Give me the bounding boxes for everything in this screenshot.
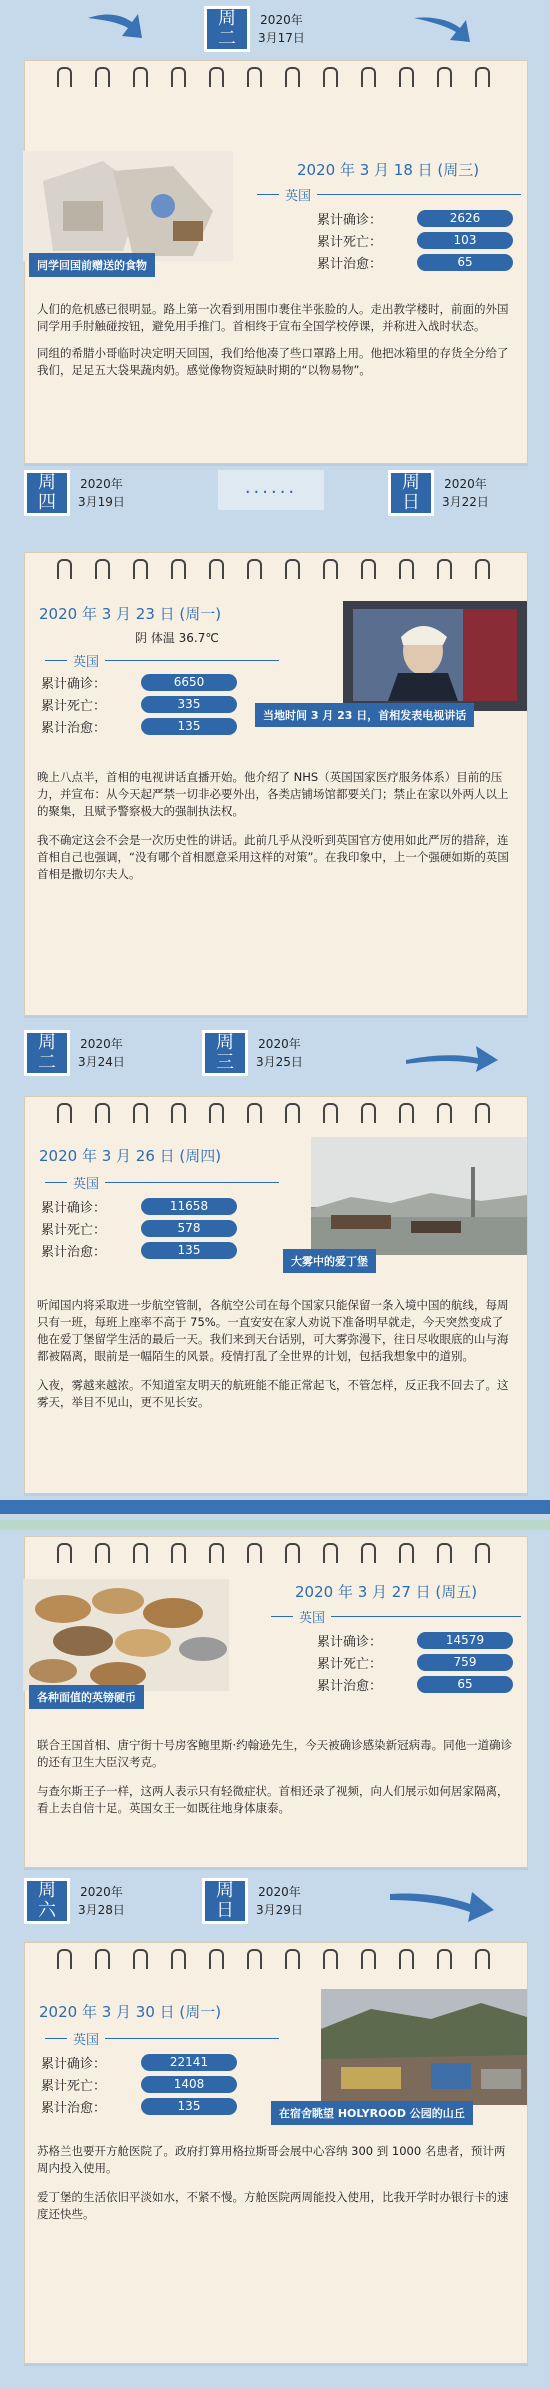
weekday-box: 周 四 — [24, 470, 70, 516]
country-name: 英国 — [73, 655, 100, 670]
stat-row-recovered — [41, 1239, 237, 1261]
stat-label: 累计治愈： — [317, 256, 383, 272]
year-text: 2020年 — [260, 13, 303, 27]
stat-value: 135 — [141, 718, 237, 735]
stat-value: 335 — [141, 696, 237, 713]
stat-label: 累计死亡： — [41, 698, 107, 714]
entry-body — [37, 769, 513, 883]
stat-value: 135 — [141, 2098, 237, 2115]
stats-list — [317, 1629, 513, 1695]
year-text: 2020年 — [258, 1037, 301, 1051]
stat-row-recovered — [41, 715, 237, 737]
stat-label: 累计死亡： — [317, 234, 383, 250]
country-label — [39, 1173, 279, 1192]
entry-date: 2020 年 3 月 23 日 (周一) — [39, 605, 222, 623]
stat-value: 22141 — [141, 2054, 237, 2071]
entry-body — [37, 301, 513, 379]
stats-list — [41, 2051, 237, 2117]
binder-rings — [25, 553, 527, 585]
date-text: 3月28日 — [78, 1903, 125, 1917]
stat-value: 11658 — [141, 1198, 237, 1215]
stats-list — [41, 1195, 237, 1261]
paragraph: 晚上八点半，首相的电视讲话直播开始。他介绍了 NHS（英国国家医疗服务体系）目前的压力，并宣布：从今天起严禁一切非必要外出，各类店铺场馆都要关门；禁止在家以外两人以上的聚集，且赋予警察极大的强制执法权。 — [37, 770, 509, 818]
entry-body — [37, 1737, 513, 1817]
day-date — [442, 475, 489, 511]
year-text: 2020年 — [80, 1037, 123, 1051]
coins-photo — [23, 1579, 229, 1691]
weekday-box: 周 日 — [202, 1878, 248, 1924]
paragraph: 人们的危机感已很明显。路上第一次看到用围巾裹住半张脸的人。走出教学楼时，前面的外国同学用手肘触碰按钮，避免用手推门。首相终于宣布全国学校停课，并称进入战时状态。 — [37, 302, 509, 333]
stat-label: 累计确诊： — [41, 2056, 107, 2072]
stat-row-deaths — [41, 693, 237, 715]
stat-row-confirmed — [317, 1629, 513, 1651]
paragraph: 同组的希腊小哥临时决定明天回国，我们给他凑了些口罩路上用。他把冰箱里的存货全分给了我们，足足五大袋果蔬肉奶。感觉像物资短缺时期的“以物易物”。 — [37, 346, 509, 377]
entry-date: 2020 年 3 月 26 日 (周四) — [39, 1147, 222, 1165]
binder-rings — [25, 1537, 527, 1569]
holyrood-park-photo — [321, 1989, 527, 2105]
stat-value: 14579 — [417, 1632, 513, 1649]
day-date — [258, 11, 305, 47]
stat-row-confirmed — [41, 1195, 237, 1217]
country-name: 英国 — [73, 1177, 100, 1192]
day-header-0317 — [204, 6, 305, 52]
stat-value: 759 — [417, 1654, 513, 1671]
stat-label: 累计确诊： — [41, 1200, 107, 1216]
stat-label: 累计治愈： — [317, 1678, 383, 1694]
diary-card-0326 — [24, 1096, 528, 1494]
day-header-0319 — [24, 470, 125, 516]
weekday-box: 周 日 — [388, 470, 434, 516]
date-text: 3月29日 — [256, 1903, 303, 1917]
stat-label: 累计确诊： — [317, 1634, 383, 1650]
photo-caption: 在宿舍眺望 HOLYROOD 公园的山丘 — [271, 2101, 473, 2125]
stat-row-confirmed — [317, 207, 513, 229]
stat-label: 累计死亡： — [41, 1222, 107, 1238]
diary-card-0330 — [24, 1942, 528, 2364]
stat-label: 累计治愈： — [41, 2100, 107, 2116]
year-text: 2020年 — [444, 477, 487, 491]
top-right-arrow-icon — [412, 10, 476, 48]
country-label — [265, 1607, 521, 1626]
binder-rings — [25, 1943, 527, 1975]
decor-band — [0, 1520, 550, 1530]
photo-caption: 同学回国前赠送的食物 — [29, 253, 155, 277]
paragraph: 听闻国内将采取进一步航空管制，各航空公司在每个国家只能保留一条入境中国的航线，每周只有一班，每班上座率不高于 75%。一直安安在家人劝说下准备明早就走，今天突然变成了他在爱丁堡留学生活的最后一天。我们来到天台话别，可大雾弥漫下，往日尽收眼底的山与海都被隔离，眼前是一幅陌生的风景。疫情打乱了全世界的计划，包括我想象中的道别。 — [37, 1298, 509, 1363]
weekday-box: 周 三 — [202, 1030, 248, 1076]
weekday-box: 周 二 — [204, 6, 250, 52]
stat-label: 累计治愈： — [41, 1244, 107, 1260]
country-label — [39, 651, 279, 670]
diary-card-0327 — [24, 1536, 528, 1868]
photo-caption: 当地时间 3 月 23 日，首相发表电视讲话 — [255, 703, 474, 727]
country-name: 英国 — [285, 189, 312, 204]
day-date — [256, 1035, 303, 1071]
paragraph: 入夜，雾越来越浓。不知道室友明天的航班能不能正常起飞，不管怎样，反正我不回去了。这雾天，举目不见山，更不见长安。 — [37, 1378, 509, 1409]
stats-list — [317, 207, 513, 273]
foggy-edinburgh-photo — [311, 1137, 527, 1255]
stat-row-confirmed — [41, 2051, 237, 2073]
paragraph: 与查尔斯王子一样，这两人表示只有轻微症状。首相还录了视频，向人们展示如何居家隔离，看上去自信十足。英国女王一如既往地身体康泰。 — [37, 1784, 509, 1815]
country-name: 英国 — [73, 2033, 100, 2048]
day-date — [78, 475, 125, 511]
paragraph: 联合王国首相、唐宁街十号房客鲍里斯·约翰逊先生，今天被确诊感染新冠病毒。同他一道确诊的还有卫生大臣汉考克。 — [37, 1738, 513, 1769]
date-text: 3月25日 — [256, 1055, 303, 1069]
day-header-0329 — [202, 1878, 303, 1924]
tv-speech-photo — [343, 601, 527, 711]
day-date — [78, 1035, 125, 1071]
date-text: 3月22日 — [442, 495, 489, 509]
stat-label: 累计死亡： — [41, 2078, 107, 2094]
binder-rings — [25, 1097, 527, 1129]
stat-value: 65 — [417, 1676, 513, 1693]
diary-card-0318 — [24, 60, 528, 464]
entry-date: 2020 年 3 月 18 日 (周三) — [297, 161, 480, 179]
weekday-box: 周 二 — [24, 1030, 70, 1076]
food-photo — [23, 151, 233, 261]
date-text: 3月17日 — [258, 31, 305, 45]
day-date — [78, 1883, 125, 1919]
decor-band — [0, 1500, 550, 1514]
stat-label: 累计确诊： — [41, 676, 107, 692]
year-text: 2020年 — [80, 1885, 123, 1899]
stat-value: 135 — [141, 1242, 237, 1259]
entry-body — [37, 2143, 513, 2223]
paragraph: 苏格兰也要开方舱医院了。政府打算用格拉斯哥会展中心容纳 300 到 1000 名患者，预计两周内投入使用。 — [37, 2144, 506, 2175]
stat-row-deaths — [41, 2073, 237, 2095]
entry-date: 2020 年 3 月 27 日 (周五) — [295, 1583, 478, 1601]
skip-dots: ...... — [218, 470, 324, 510]
stat-row-recovered — [317, 251, 513, 273]
day-header-0322 — [388, 470, 489, 516]
stat-label: 累计确诊： — [317, 212, 383, 228]
paragraph: 我不确定这会不会是一次历史性的讲话。此前几乎从没听到英国官方使用如此严厉的措辞，连首相自己也强调，“没有哪个首相愿意采用这样的对策”。在我印象中，上一个强硬如斯的英国首相是撒切尔夫人。 — [37, 833, 509, 881]
day-header-0328 — [24, 1878, 125, 1924]
country-name: 英国 — [299, 1611, 326, 1626]
stat-label: 累计治愈： — [41, 720, 107, 736]
stat-row-deaths — [317, 1651, 513, 1673]
stats-list — [41, 671, 237, 737]
country-label — [39, 2029, 279, 2048]
stat-value: 103 — [417, 232, 513, 249]
stat-value: 1408 — [141, 2076, 237, 2093]
row3-arrow-icon — [404, 1034, 500, 1078]
year-text: 2020年 — [258, 1885, 301, 1899]
stat-row-recovered — [41, 2095, 237, 2117]
stat-value: 6650 — [141, 674, 237, 691]
stat-row-deaths — [317, 229, 513, 251]
day-header-0324 — [24, 1030, 125, 1076]
stat-value: 2626 — [417, 210, 513, 227]
date-text: 3月19日 — [78, 495, 125, 509]
day-header-0325 — [202, 1030, 303, 1076]
row5-arrow-icon — [388, 1880, 498, 1928]
entry-body — [37, 1297, 513, 1411]
stat-row-recovered — [317, 1673, 513, 1695]
weather-text: 阴 体温 36.7℃ — [135, 631, 219, 645]
weekday-box: 周 六 — [24, 1878, 70, 1924]
day-date — [256, 1883, 303, 1919]
diary-card-0323 — [24, 552, 528, 1016]
binder-rings — [25, 61, 527, 93]
entry-date: 2020 年 3 月 30 日 (周一) — [39, 2003, 222, 2021]
photo-caption: 各种面值的英镑硬币 — [29, 1685, 144, 1709]
top-left-arrow-icon — [86, 8, 146, 46]
stat-value: 578 — [141, 1220, 237, 1237]
year-text: 2020年 — [80, 477, 123, 491]
stat-label: 累计死亡： — [317, 1656, 383, 1672]
stat-row-confirmed — [41, 671, 237, 693]
country-label — [251, 185, 521, 204]
stat-row-deaths — [41, 1217, 237, 1239]
photo-caption: 大雾中的爱丁堡 — [283, 1249, 376, 1273]
date-text: 3月24日 — [78, 1055, 125, 1069]
stat-value: 65 — [417, 254, 513, 271]
paragraph: 爱丁堡的生活依旧平淡如水，不紧不慢。方舱医院两周能投入使用，比我开学时办银行卡的速度还快些。 — [37, 2190, 509, 2221]
